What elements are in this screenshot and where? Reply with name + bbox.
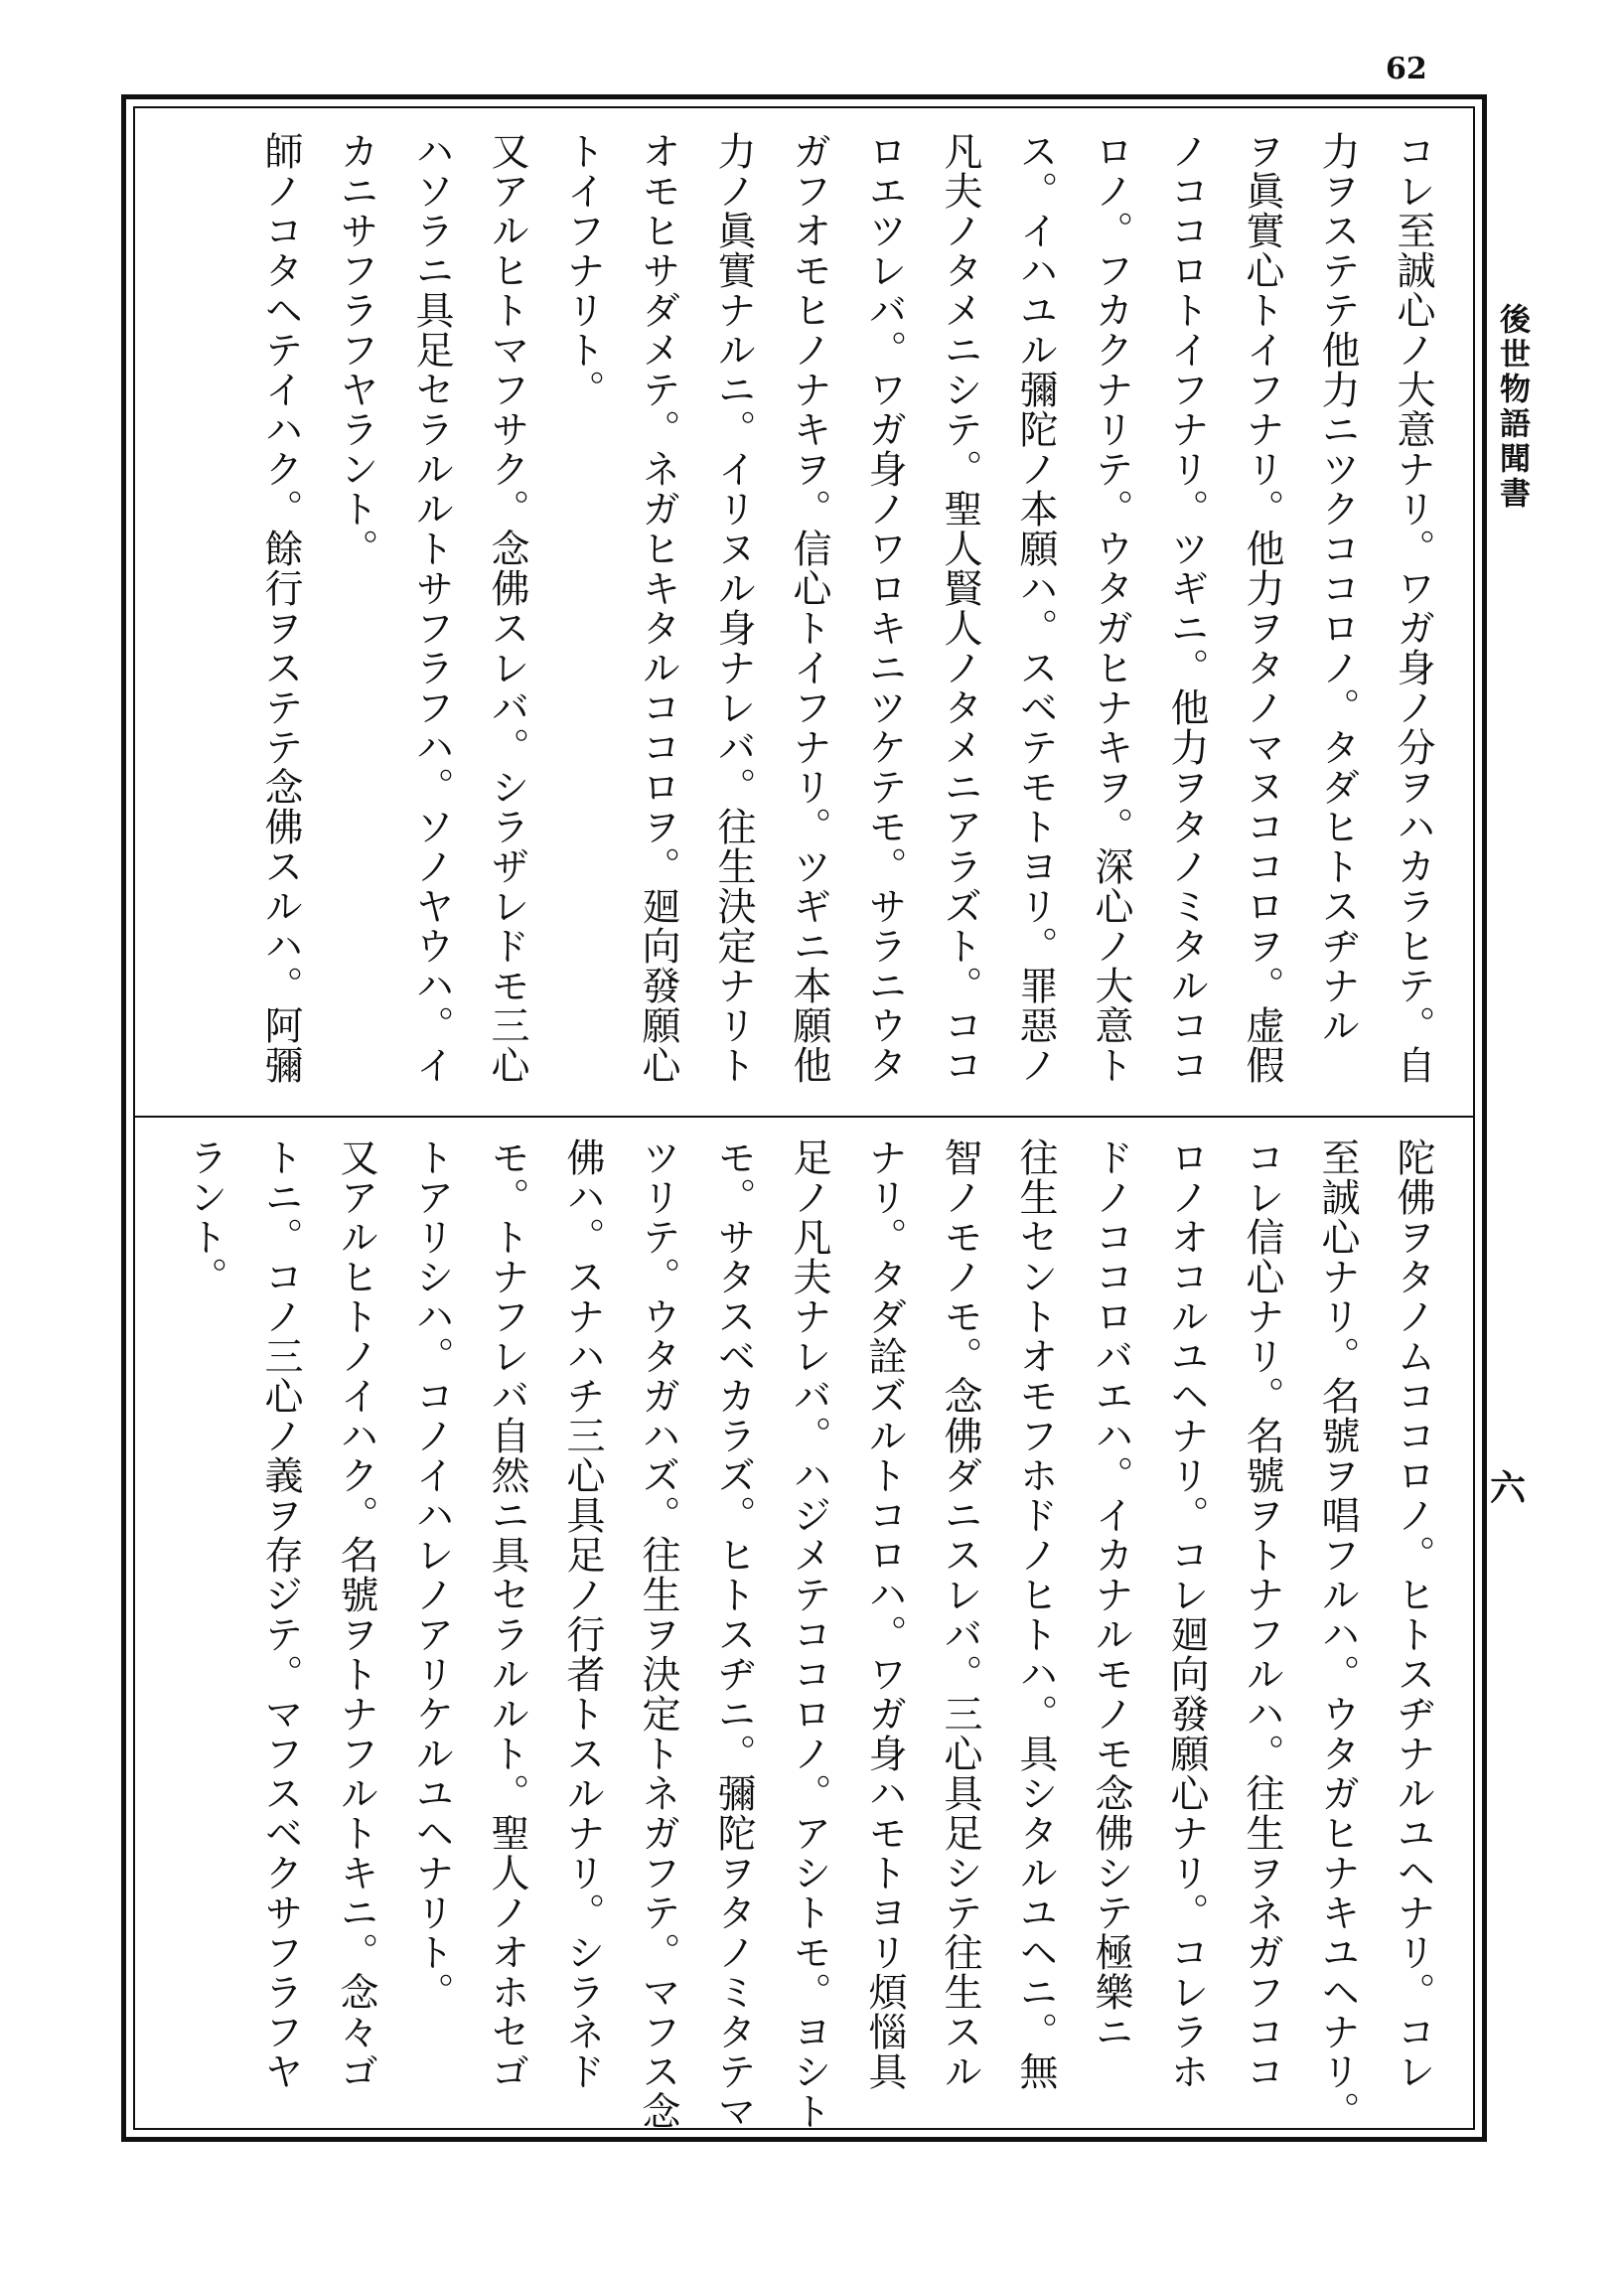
- bottom-text-block: [159, 1137, 1450, 2131]
- text-line: ツリテ。ウタガハズ。往生ヲ決定トネガフテ。マフス念: [636, 1137, 680, 2131]
- text-line: ロノ。フカクナリテ。ウタガヒナキヲ。深心ノ大意ト: [1089, 131, 1133, 1085]
- text-line: トニ。コノ三心ノ義ヲ存ジテ。マフスベクサフラフヤ: [258, 1137, 303, 2091]
- running-title: 後世物語聞書: [1494, 303, 1530, 512]
- text-line: 師ノコタヘテイハク。餘行ヲステテ念佛スルハ。阿彌: [258, 131, 303, 1085]
- section-mark: 六: [1490, 1467, 1527, 1509]
- text-line: ドノココロバエハ。イカナルモノモ念佛シテ極樂ニ: [1089, 1137, 1133, 2051]
- text-line: オモヒサダメテ。ネガヒキタルココロヲ。廻向發願心: [636, 131, 680, 1085]
- text-line: ス。イハユル彌陀ノ本願ハ。スベテモトヨリ。罪惡ノ: [1013, 131, 1058, 1085]
- text-line: 足ノ凡夫ナレバ。ハジメテココロノ。アシトモ。ヨシト: [787, 1137, 831, 2131]
- top-text-block: [159, 131, 1450, 1105]
- text-line: 又アルヒトノイハク。名號ヲトナフルトキニ。念々ゴ: [334, 1137, 378, 2091]
- text-line: 又アルヒトマフサク。念佛スレバ。シラザレドモ三心: [485, 131, 529, 1085]
- text-line: モ。サタスベカラズ。ヒトスヂニ。彌陀ヲタノミタテマ: [711, 1137, 756, 2131]
- text-line: コレ至誠心ノ大意ナリ。ワガ身ノ分ヲハカラヒテ。自: [1391, 131, 1435, 1085]
- text-line: コレ信心ナリ。名號ヲトナフルハ。往生ヲネガフココ: [1240, 1137, 1284, 2091]
- text-line: モ。トナフレバ自然ニ具セラルルト。聖人ノオホセゴ: [485, 1137, 529, 2091]
- text-line: ハソラニ具足セラルルトサフラフハ。ソノヤウハ。イ: [409, 131, 454, 1085]
- text-line: トイフナリト。: [560, 131, 605, 409]
- section-divider: [133, 1116, 1475, 1118]
- text-line: 力ヲステテ他力ニツクココロノ。タダヒトスヂナル: [1315, 131, 1360, 1045]
- text-line: カニサフラフヤラント。: [334, 131, 378, 568]
- text-line: ラント。: [183, 1137, 227, 1296]
- text-line: ヲ眞實心トイフナリ。他力ヲタノマヌココロヲ。虚假: [1240, 131, 1284, 1085]
- text-line: 陀佛ヲタノムココロノ。ヒトスヂナルユヘナリ。コレ: [1391, 1137, 1435, 2091]
- page-number: 62: [1386, 52, 1427, 86]
- text-line: トアリシハ。コノイハレノアリケルユヘナリト。: [409, 1137, 454, 2012]
- text-line: ガフオモヒノナキヲ。信心トイフナリ。ツギニ本願他: [787, 131, 831, 1085]
- text-line: ロエツレバ。ワガ身ノワロキニツケテモ。サラニウタ: [862, 131, 907, 1085]
- text-line: 智ノモノモ。念佛ダニスレバ。三心具足シテ往生スル: [938, 1137, 982, 2091]
- text-line: 往生セントオモフホドノヒトハ。具シタルユヘニ。無: [1013, 1137, 1058, 2091]
- text-line: 力ノ眞實ナルニ。イリヌル身ナレバ。往生決定ナリト: [711, 131, 756, 1085]
- text-line: 凡夫ノタメニシテ。聖人賢人ノタメニアラズト。ココ: [938, 131, 982, 1085]
- text-line: ノココロトイフナリ。ツギニ。他力ヲタノミタルココ: [1164, 131, 1209, 1085]
- text-line: 至誠心ナリ。名號ヲ唱フルハ。ウタガヒナキユヘナリ。: [1315, 1137, 1360, 2131]
- text-line: 佛ハ。スナハチ三心具足ノ行者トスルナリ。シラネド: [560, 1137, 605, 2091]
- text-line: ロノオコルユヘナリ。コレ廻向發願心ナリ。コレラホ: [1164, 1137, 1209, 2091]
- text-line: ナリ。タダ詮ズルトコロハ。ワガ身ハモトヨリ煩惱具: [862, 1137, 907, 2091]
